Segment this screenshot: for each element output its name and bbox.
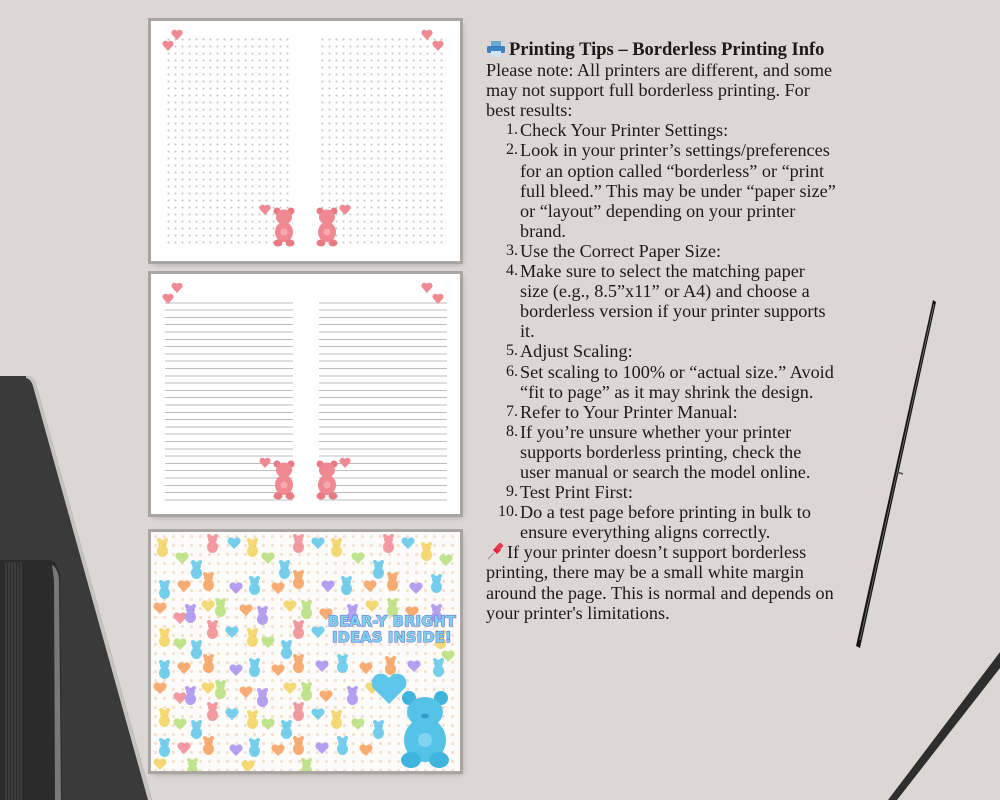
tips-list bbox=[486, 120, 836, 542]
heart-icon bbox=[432, 40, 444, 51]
printing-tips bbox=[486, 40, 836, 623]
tips-item: 6. Set scaling to 100% or “actual size.” Avoid “fit to page” as it may shrink the design. bbox=[506, 361, 834, 402]
heart-icon bbox=[162, 293, 174, 304]
heart-icon bbox=[421, 282, 433, 293]
heart-icon bbox=[421, 29, 433, 40]
heart-icon bbox=[339, 204, 351, 215]
tips-item: 9. Test Print First: bbox=[506, 482, 633, 503]
tips-item: 1. Check Your Printer Settings: bbox=[506, 120, 729, 141]
tips-item: 7. Refer to Your Printer Manual: bbox=[506, 401, 738, 422]
heart-icon bbox=[432, 293, 444, 304]
tips-intro: Please note: All printers are different, and some may not support full borderless printing. For best results: bbox=[486, 60, 833, 121]
big-blue-heart-icon bbox=[372, 674, 407, 704]
dot-grid-page-preview bbox=[151, 21, 460, 261]
tips-item: 4. Make sure to select the matching paper size (e.g., 8.5”x11” or A4) and choose a borderless version if your printer supports it. bbox=[506, 261, 826, 342]
lined-page-preview bbox=[151, 274, 460, 514]
cover-title-line1: BEAR-Y BRIGHT bbox=[327, 614, 457, 630]
cover-title-line2: IDEAS INSIDE! bbox=[332, 630, 452, 646]
tips-item: 3. Use the Correct Paper Size: bbox=[506, 240, 722, 261]
heart-icon bbox=[171, 29, 183, 40]
tips-item: 5. Adjust Scaling: bbox=[506, 341, 633, 362]
cover-title bbox=[327, 614, 457, 646]
tips-title-text: Printing Tips – Borderless Printing Info bbox=[509, 40, 825, 60]
black-notebook bbox=[0, 376, 152, 800]
printer-icon bbox=[486, 41, 506, 57]
gummy-bear-icon bbox=[273, 460, 295, 500]
gummy-bear-icon bbox=[316, 460, 338, 500]
tips-item: 10. Do a test page before printing in bulk to ensure everything aligns correctly. bbox=[498, 502, 811, 543]
big-blue-gummy-bear-icon bbox=[401, 691, 449, 768]
second-pen bbox=[888, 652, 1000, 800]
tips-item: 8. If you’re unsure whether your printer supports borderless printing, check the user manual or search the model online. bbox=[506, 421, 811, 482]
heart-icon bbox=[339, 457, 351, 468]
cover-page-preview bbox=[151, 532, 460, 771]
heart-icon bbox=[162, 40, 174, 51]
gummy-bear-icon bbox=[273, 207, 295, 247]
lines-right bbox=[319, 296, 447, 504]
pushpin-icon bbox=[486, 543, 504, 560]
tips-item: 2. Look in your printer’s settings/preferences for an option called “borderless” or “print full bleed.” This may be under “paper size” or “layout” depending on your printer brand. bbox=[506, 140, 836, 241]
heart-icon bbox=[259, 204, 271, 215]
black-pen bbox=[856, 300, 936, 648]
gummy-bear-icon bbox=[316, 207, 338, 247]
tips-heading bbox=[486, 40, 836, 60]
tips-note: If your printer doesn’t support borderless printing, there may be a small white margin around the page. This is normal and depends on your printer's limitations. bbox=[486, 542, 834, 623]
pattern-shapes bbox=[151, 532, 460, 771]
heart-icon bbox=[259, 457, 271, 468]
heart-icon bbox=[171, 282, 183, 293]
